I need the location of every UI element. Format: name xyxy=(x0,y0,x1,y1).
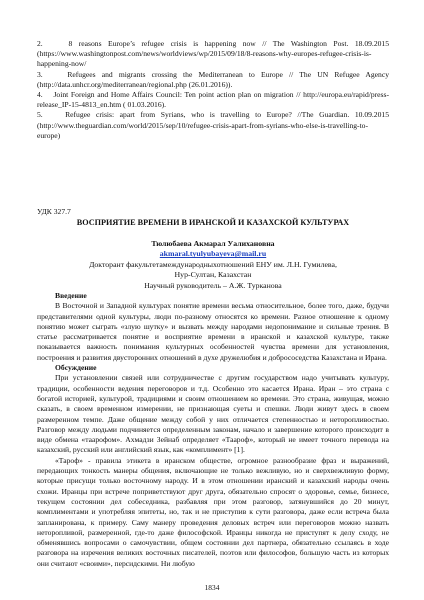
paragraph: «Тароф» - правила этикета в иранском обществе, огромное разнообразие фраз и выражений, передающих тонкость манеры общения, включающие не только вежливую, но и сверхвежливую форму, которые присущи только восточному народу. И в этом отношении иранский и казахский народы очень схожи. Иранцы при встрече поприветствуют друг друга, обязательно спросят о здоровье, семье, бизнесе, текущем состоянии дел собеседника, разбавляя при этом разговор, затянувшийся до 20 минут, комплиментами и употребляя эпитеты, но, так и не приступив к сути разговора, даже если встреча была запланирована, к примеру. Саму манеру проведения деловых встреч или переговоров можно назвать неторопливой, размеренной, где-то даже философской. Иранцы никогда не приступят к делу сходу, не обменявшись вопросами о самочувствии, общем состоянии дел партнера, обязательно ссылаясь в ходе разговора на изречения великих восточных писателей, поэтов или философов, большую часть из которых они считают «своими», персидскими. Ни любую xyxy=(37,455,389,568)
reference-text: 8 reasons Europe’s refugee crisis is happening now // The Washington Post. 18.09.2015 (https://www.washingtonpost.com/news/worldviews/wp/2015/09/18/8-reasons-why-europes-refugee-crisis-is-happening-now/ xyxy=(37,39,390,69)
author-location: Нур-Султан, Казахстан xyxy=(174,270,252,280)
author-email-link[interactable]: akmaral.tyulyubayeva@mail.ru xyxy=(159,249,267,259)
section-heading-introduction: Введение xyxy=(55,291,87,300)
reference-item xyxy=(37,110,389,141)
reference-text: Refugee crisis: apart from Syrians, who is travelling to Europe? //The Guardian. 10.09.2015 (http://www.theguardian.com/world/2015/sep/10/refugee-crisis-apart-from-syrians-who-else-is-travelling-to-europe) xyxy=(37,110,389,140)
reference-number: 3. xyxy=(37,69,43,79)
reference-number: 4. xyxy=(37,90,43,100)
reference-item xyxy=(37,70,389,90)
reference-list xyxy=(37,39,389,141)
author-block xyxy=(37,239,389,291)
reference-item xyxy=(37,90,389,110)
reference-number: 5. xyxy=(37,110,43,120)
article-body xyxy=(37,291,389,569)
page-number: 1834 xyxy=(204,583,220,592)
supervisor: Научный руководитель – А.Ж. Турканова xyxy=(144,280,282,290)
author-name: Тюлюбаева Акмарал Уалихановна xyxy=(151,239,275,248)
reference-number: 2. xyxy=(37,39,43,48)
article-title: ВОСПРИЯТИЕ ВРЕМЕНИ В ИРАНСКОЙ И КАЗАХСКОЙ КУЛЬТУРАХ xyxy=(76,218,350,227)
udk-code: УДК 327.7 xyxy=(37,207,71,216)
paragraph: В Восточной и Западной культурах понятие времени весьма относительное, более того, даже, будучи представителями одной культуры, люди по-разному относятся ко времени. Разное отношение к одному понятию может сыграть «злую шутку» и вызвать между народами недопонимание и сильные трения. В статье рассматривается понятие и восприятие времени в иранской и казахской культуре, также показывается важность понимания культурных особенностей чувства времени для установления, построения и развития двусторонних отношений в духе дружелюбия и добрососедства Казахстана и Ирана. xyxy=(37,301,389,362)
paragraph: При установлении связей или сотрудничестве с другим государством надо учитывать культуру, традиции, особенности ведения переговоров и т.д. Особенно это касается Ирана. Иран – это страна с богатой историей, культурой, традициями и своим отношением ко времени. Это страна, живущая, можно сказать, в своем временном измерении, не признающая суеты и спешки. Люди живут здесь в своем размеренном темпе. Даже общение между собой у них отличается степенностью и неторопливостью. Разговор между людьми подчиняется определенным законам, начало и завершение которого происходит в виде обмена «таарофом». Ахмадзи Зейнаб определяет «Таароф», который не имеет точного перевода на казахский, русский или английский язык, как «комплимент» [1]. xyxy=(37,373,389,455)
reference-text: Refugees and migrants crossing the Mediterranean to Europe // The UN Refugee Agency (http://data.unhcr.org/mediterranean/regional.php (26.01.2016)). xyxy=(37,69,390,89)
author-position: Докторант факультетамеждународныхотношений ЕНУ им. Л.Н. Гумилева, xyxy=(89,259,337,269)
reference-text: Joint Foreign and Home Affairs Council: Ten point action plan on migration // http://europa.eu/rapid/press-release_IP-15-4813_en.htm ( 01.03.2016). xyxy=(37,90,389,110)
section-heading-discussion: Обсуждение xyxy=(55,363,97,373)
reference-item xyxy=(37,39,389,70)
